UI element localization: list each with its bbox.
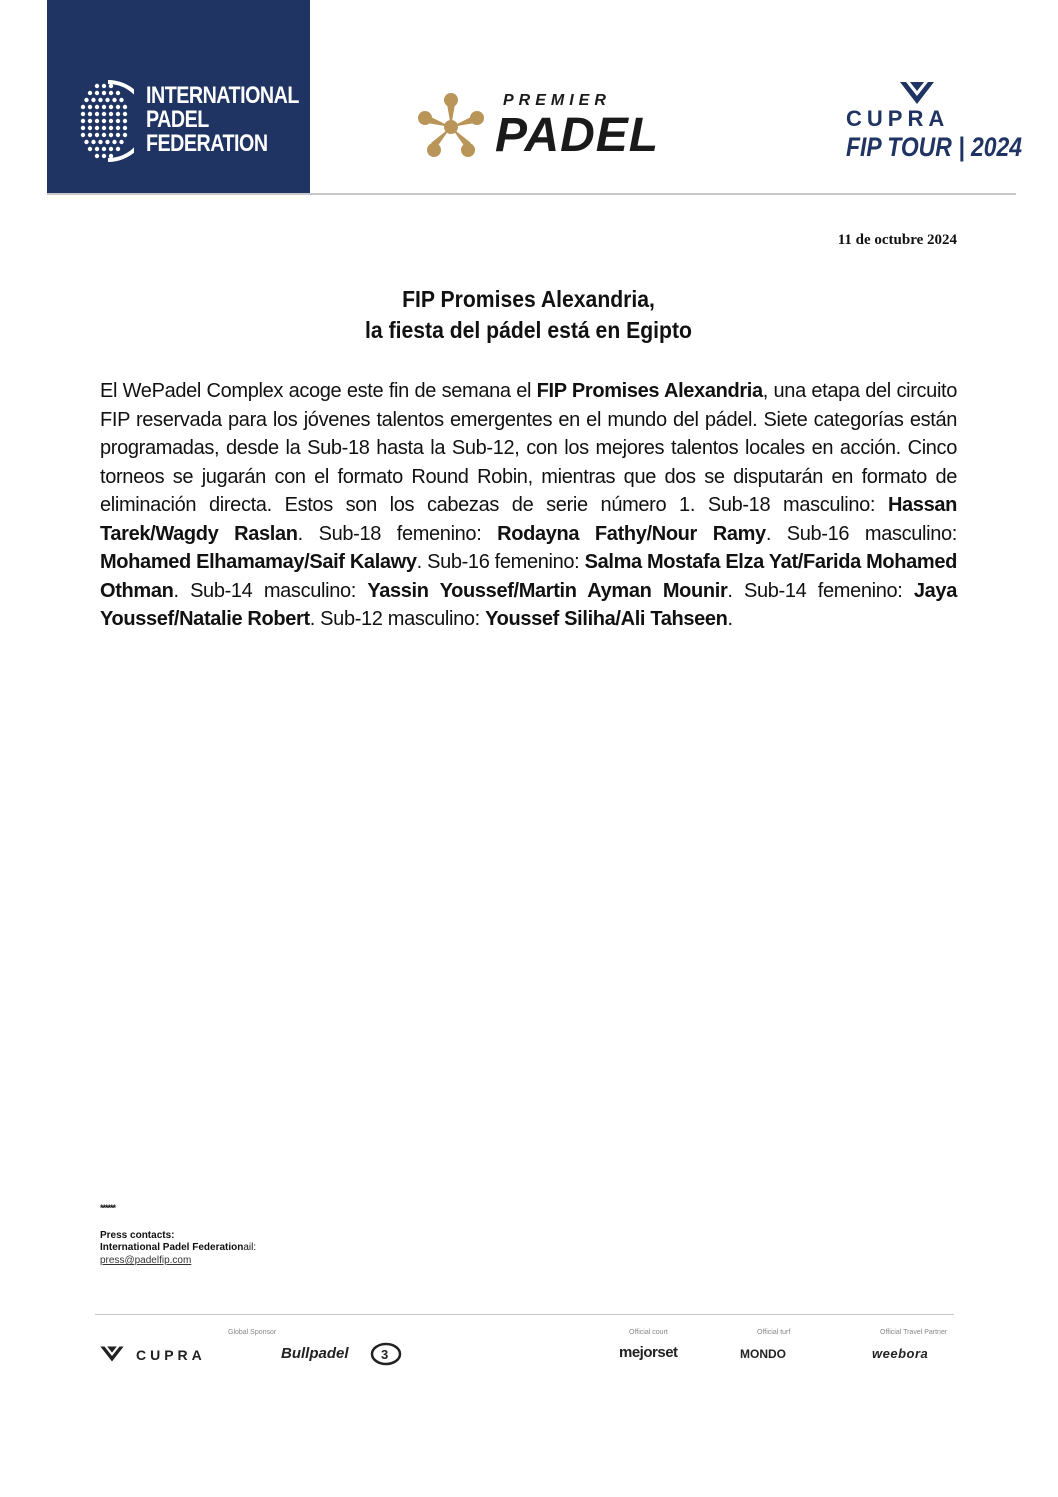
press-email-link[interactable]: press@padelfip.com: [100, 1255, 192, 1266]
press-org-name: International Padel Federation: [100, 1242, 244, 1253]
official-turf-caption: Official turf: [757, 1329, 791, 1336]
svg-text:3: 3: [381, 1347, 389, 1362]
press-org-suffix: ail:: [243, 1242, 257, 1253]
footer-divider: [95, 1314, 954, 1315]
separator-stars: ******: [100, 1203, 116, 1213]
mondo-wordmark: MONDO: [740, 1347, 786, 1361]
document-title: [134, 284, 922, 346]
fip-ball-logo-icon: [78, 80, 134, 162]
body-run: .: [727, 608, 733, 630]
cupra-wordmark: CUPRA: [846, 106, 950, 131]
global-sponsor-caption: Global Sponsor: [228, 1329, 277, 1336]
body-run: . Sub-14 femenino:: [727, 579, 914, 602]
body-run: . Sub-16 femenino:: [416, 551, 585, 573]
fip-logo-text: INTERNATIONAL PADEL FEDERATION: [146, 82, 299, 157]
press-contacts-label: Press contacts:: [100, 1230, 175, 1241]
body-run: . Sub-16 masculino:: [765, 522, 957, 545]
body-bold-run: FIP Promises Alexandria: [536, 380, 763, 402]
official-travel-caption: Official Travel Partner: [880, 1329, 948, 1336]
body-bold-run: Hassan Tarek/Wagdy Raslan: [100, 494, 957, 545]
title-line-1: FIP Promises Alexandria,: [402, 286, 655, 312]
body-bold-run: Salma Mostafa Elza Yat/Farida Mohamed Othman: [100, 551, 957, 602]
body-bold-run: Yassin Youssef/Martin Ayman Mounir: [367, 579, 728, 602]
body-paragraph: [100, 377, 957, 634]
press-organization: [100, 1242, 256, 1253]
mejorset-wordmark: mejorset: [619, 1344, 678, 1361]
bullpadel-badge-icon: [370, 1342, 402, 1366]
cupra-footer-wordmark: CUPRA: [136, 1347, 206, 1363]
body-run: , una etapa del circuito FIP reservada para los jóvenes talentos emergentes en el mundo del pádel. Siete categorías están programadas, desde la Sub-18 hasta la Sub-12, con los mejores talentos locales en acción. Cinco torneos se jugarán con el formato Round Robin, mientras que dos se disputarán en formato de eliminación directa. Estos son los cabezas de serie número 1. Sub-18 masculino:: [100, 380, 958, 516]
bullpadel-wordmark: Bullpadel: [281, 1345, 349, 1362]
header-divider: [47, 193, 1016, 195]
document-date: 11 de octubre 2024: [837, 232, 957, 248]
cupra-logo-icon: [898, 80, 936, 106]
title-line-2: la fiesta del pádel está en Egipto: [365, 317, 692, 343]
body-run: . Sub-14 masculino:: [173, 579, 368, 602]
body-run: El WePadel Complex acoge este fin de semana el: [100, 380, 537, 402]
premier-padel-star-icon: [416, 92, 486, 162]
official-court-caption: Official court: [629, 1329, 668, 1336]
body-run: . Sub-18 femenino:: [297, 522, 498, 545]
body-run: . Sub-12 masculino:: [309, 608, 486, 630]
body-bold-run: Youssef Siliha/Ali Tahseen: [485, 608, 728, 630]
fip-tour-2024-wordmark: FIP TOUR | 2024: [846, 132, 1023, 162]
cupra-footer-logo-icon: [99, 1345, 125, 1363]
body-bold-run: Mohamed Elhamamay/Saif Kalawy: [100, 551, 417, 573]
body-bold-run: Jaya Youssef/Natalie Robert: [100, 579, 957, 630]
weebora-wordmark: weebora: [872, 1346, 929, 1361]
body-bold-run: Rodayna Fathy/Nour Ramy: [497, 522, 766, 545]
padel-wordmark: PADEL: [495, 109, 660, 162]
premier-wordmark: PREMIER: [503, 92, 611, 109]
